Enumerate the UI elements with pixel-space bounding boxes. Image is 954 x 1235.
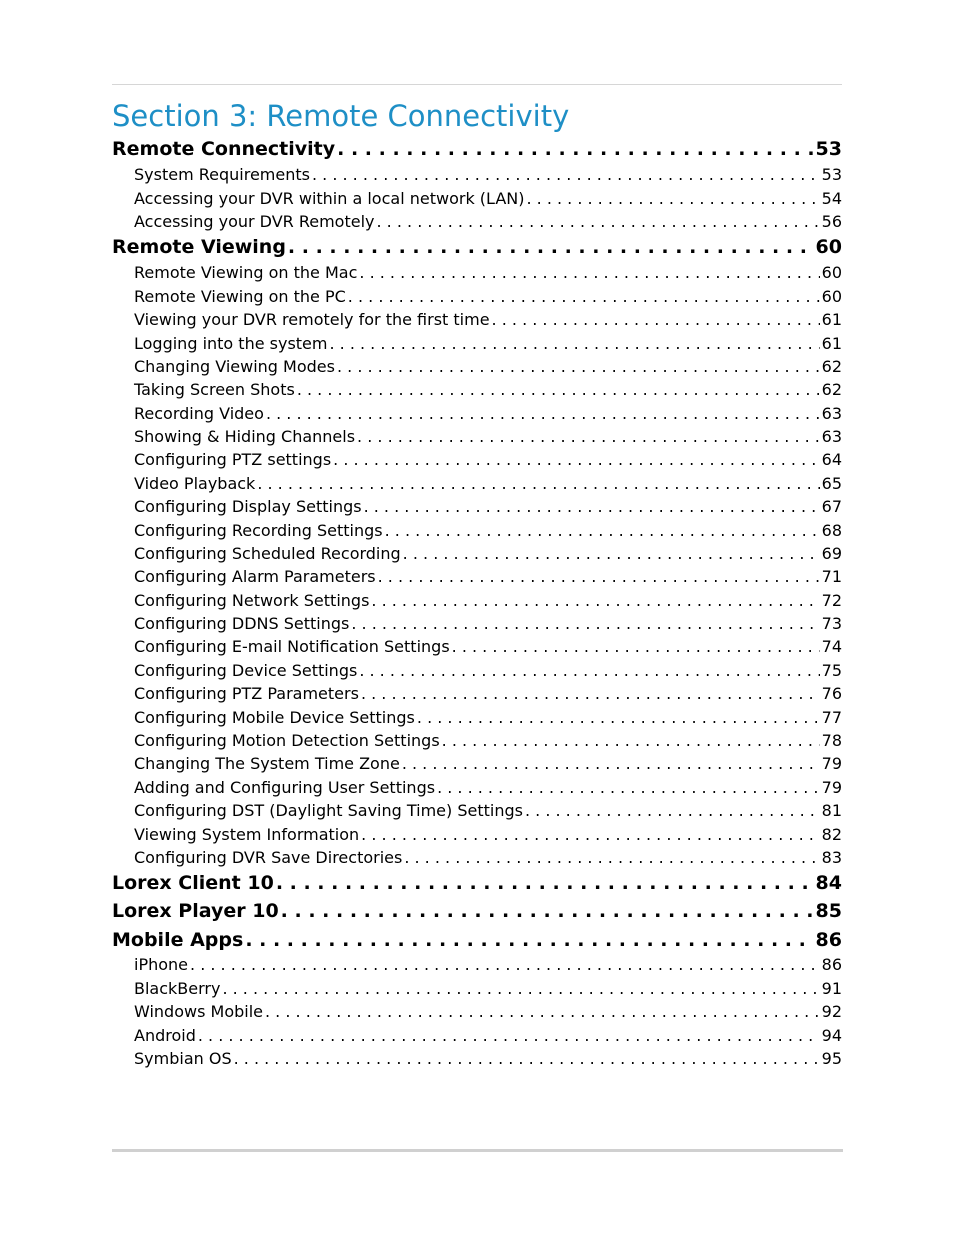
toc-section-row[interactable] <box>112 928 842 952</box>
toc-page-number: 82 <box>821 825 842 844</box>
toc-entry-row[interactable] <box>112 286 842 308</box>
dot-leader <box>525 800 820 822</box>
toc-label: iPhone <box>134 955 189 974</box>
toc-label: Changing Viewing Modes <box>134 357 335 376</box>
toc-page-number: 62 <box>821 380 842 399</box>
toc-entry-row[interactable] <box>112 309 842 331</box>
toc-entry-row[interactable] <box>112 449 842 471</box>
toc-label: System Requirements <box>134 165 310 184</box>
toc-label: Configuring Mobile Device Settings <box>134 708 415 727</box>
toc-label: Showing & Hiding Channels <box>134 427 356 446</box>
toc-entry-row[interactable] <box>112 636 842 658</box>
dot-leader <box>198 1025 820 1047</box>
toc-page-number: 67 <box>821 497 842 516</box>
dot-leader <box>222 978 819 1000</box>
dot-leader <box>361 683 820 705</box>
dot-leader <box>402 753 820 775</box>
dot-leader <box>442 730 820 752</box>
toc-entry-row[interactable] <box>112 847 842 869</box>
toc-page-number: 83 <box>821 848 842 867</box>
toc-page-number: 53 <box>815 138 842 160</box>
toc-label: Adding and Configuring User Settings <box>134 778 436 797</box>
toc-entry-row[interactable] <box>112 800 842 822</box>
toc-label: Viewing System Information <box>134 825 360 844</box>
dot-leader <box>337 356 820 378</box>
top-rule <box>112 84 842 85</box>
dot-leader <box>371 590 819 612</box>
toc-entry-row[interactable] <box>112 1048 842 1070</box>
toc-page-number: 85 <box>815 900 842 922</box>
toc-label: Accessing your DVR Remotely <box>134 212 375 231</box>
dot-leader <box>526 188 819 210</box>
toc-label: Recording Video <box>134 404 264 423</box>
toc-page-number: 60 <box>821 287 842 306</box>
toc-page-number: 64 <box>821 450 842 469</box>
dot-leader <box>404 847 819 869</box>
toc-entry-row[interactable] <box>112 356 842 378</box>
dot-leader <box>312 164 820 186</box>
toc-page-number: 63 <box>821 404 842 423</box>
toc-page-number: 86 <box>821 955 842 974</box>
toc-label: Configuring E-mail Notification Settings <box>134 637 450 656</box>
dot-leader <box>234 1048 820 1070</box>
toc-label: Video Playback <box>134 474 256 493</box>
toc-page-number: 56 <box>821 212 842 231</box>
toc-entry-row[interactable] <box>112 566 842 588</box>
dot-leader <box>437 777 820 799</box>
toc-label: Configuring PTZ settings <box>134 450 332 469</box>
toc-entry-row[interactable] <box>112 333 842 355</box>
toc-label: Logging into the system <box>134 334 328 353</box>
toc-entry-row[interactable] <box>112 777 842 799</box>
toc-label: BlackBerry <box>134 979 221 998</box>
dot-leader <box>265 1001 820 1023</box>
toc-page-number: 95 <box>821 1049 842 1068</box>
toc-entry-row[interactable] <box>112 211 842 233</box>
toc-page-number: 74 <box>821 637 842 656</box>
toc-page-number: 71 <box>821 567 842 586</box>
toc-entry-row[interactable] <box>112 520 842 542</box>
toc-page-number: 61 <box>821 334 842 353</box>
toc-page-number: 84 <box>815 872 842 894</box>
toc-entry-row[interactable] <box>112 543 842 565</box>
dot-leader <box>329 333 819 355</box>
toc-page-number: 92 <box>821 1002 842 1021</box>
toc-entry-row[interactable] <box>112 164 842 186</box>
dot-leader <box>257 473 819 495</box>
bottom-rule <box>112 1149 843 1152</box>
toc-label: Remote Viewing on the PC <box>134 287 346 306</box>
toc-entry-row[interactable] <box>112 660 842 682</box>
toc-section-row[interactable] <box>112 899 842 923</box>
toc-entry-row[interactable] <box>112 954 842 976</box>
dot-leader <box>288 235 814 259</box>
dot-leader <box>297 379 820 401</box>
toc-entry-row[interactable] <box>112 753 842 775</box>
dot-leader <box>337 137 813 161</box>
toc-label: Configuring Scheduled Recording <box>134 544 401 563</box>
toc-label: Configuring DVR Save Directories <box>134 848 403 867</box>
dot-leader <box>190 954 820 976</box>
toc-entry-row[interactable] <box>112 824 842 846</box>
toc-section-row[interactable] <box>112 137 842 161</box>
dot-leader <box>357 426 820 448</box>
toc-label: Accessing your DVR within a local network (LAN) <box>134 189 525 208</box>
toc-label: Remote Connectivity <box>112 138 336 160</box>
toc-label: Android <box>134 1026 196 1045</box>
toc-entry-row[interactable] <box>112 262 842 284</box>
toc-page-number: 81 <box>821 801 842 820</box>
toc-entry-row[interactable] <box>112 379 842 401</box>
toc-label: Taking Screen Shots <box>134 380 295 399</box>
toc-label: Windows Mobile <box>134 1002 263 1021</box>
toc-page-number: 79 <box>821 754 842 773</box>
toc-entry-row[interactable] <box>112 496 842 518</box>
dot-leader <box>385 520 820 542</box>
toc-page-number: 62 <box>821 357 842 376</box>
toc-page-number: 63 <box>821 427 842 446</box>
toc-label: Lorex Client 10 <box>112 872 274 894</box>
toc-page-number: 77 <box>821 708 842 727</box>
toc-entry-row[interactable] <box>112 1025 842 1047</box>
toc-entry-row[interactable] <box>112 590 842 612</box>
toc-label: Configuring Alarm Parameters <box>134 567 376 586</box>
toc-entry-row[interactable] <box>112 683 842 705</box>
toc-label: Mobile Apps <box>112 929 244 951</box>
toc-page-number: 75 <box>821 661 842 680</box>
toc-page-number: 54 <box>821 189 842 208</box>
toc-page-number: 76 <box>821 684 842 703</box>
toc-label: Configuring Motion Detection Settings <box>134 731 440 750</box>
toc-entry-row[interactable] <box>112 978 842 1000</box>
toc-page-number: 86 <box>815 929 842 951</box>
toc-label: Configuring Recording Settings <box>134 521 383 540</box>
toc-page-number: 68 <box>821 521 842 540</box>
toc-label: Viewing your DVR remotely for the first time <box>134 310 490 329</box>
toc-entry-row[interactable] <box>112 426 842 448</box>
dot-leader <box>417 707 820 729</box>
toc-entry-row[interactable] <box>112 1001 842 1023</box>
toc-entry-row[interactable] <box>112 707 842 729</box>
toc-entry-row[interactable] <box>112 613 842 635</box>
toc-page-number: 73 <box>821 614 842 633</box>
dot-leader <box>245 928 813 952</box>
dot-leader <box>359 262 819 284</box>
page-title: Section 3: Remote Connectivity <box>112 99 570 133</box>
toc-page-number: 91 <box>821 979 842 998</box>
toc-label: Configuring Device Settings <box>134 661 358 680</box>
toc-section-row[interactable] <box>112 871 842 895</box>
dot-leader <box>364 496 820 518</box>
toc-label: Configuring Display Settings <box>134 497 362 516</box>
toc-page-number: 65 <box>821 474 842 493</box>
dot-leader <box>377 211 820 233</box>
toc-page-number: 78 <box>821 731 842 750</box>
toc-label: Remote Viewing <box>112 236 286 258</box>
toc-label: Remote Viewing on the Mac <box>134 263 358 282</box>
toc-label: Changing The System Time Zone <box>134 754 400 773</box>
toc-entry-row[interactable] <box>112 730 842 752</box>
toc-label: Lorex Player 10 <box>112 900 279 922</box>
toc-entry-row[interactable] <box>112 403 842 425</box>
toc-entry-row[interactable] <box>112 473 842 495</box>
toc-label: Configuring DST (Daylight Saving Time) Settings <box>134 801 523 820</box>
dot-leader <box>452 636 820 658</box>
dot-leader <box>281 899 814 923</box>
dot-leader <box>492 309 820 331</box>
toc-label: Configuring PTZ Parameters <box>134 684 359 703</box>
toc-section-row[interactable] <box>112 235 842 259</box>
toc-page-number: 79 <box>821 778 842 797</box>
toc-entry-row[interactable] <box>112 188 842 210</box>
toc-page-number: 60 <box>821 263 842 282</box>
toc-page-number: 94 <box>821 1026 842 1045</box>
toc-label: Symbian OS <box>134 1049 232 1068</box>
dot-leader <box>361 824 819 846</box>
dot-leader <box>333 449 819 471</box>
dot-leader <box>359 660 819 682</box>
dot-leader <box>266 403 820 425</box>
toc-label: Configuring Network Settings <box>134 591 370 610</box>
dot-leader <box>378 566 820 588</box>
dot-leader <box>403 543 820 565</box>
dot-leader <box>351 613 819 635</box>
toc-label: Configuring DDNS Settings <box>134 614 350 633</box>
toc-page-number: 60 <box>815 236 842 258</box>
toc-page-number: 72 <box>821 591 842 610</box>
toc-page-number: 61 <box>821 310 842 329</box>
dot-leader <box>276 871 814 895</box>
toc-page-number: 53 <box>821 165 842 184</box>
toc-page-number: 69 <box>821 544 842 563</box>
dot-leader <box>348 286 820 308</box>
